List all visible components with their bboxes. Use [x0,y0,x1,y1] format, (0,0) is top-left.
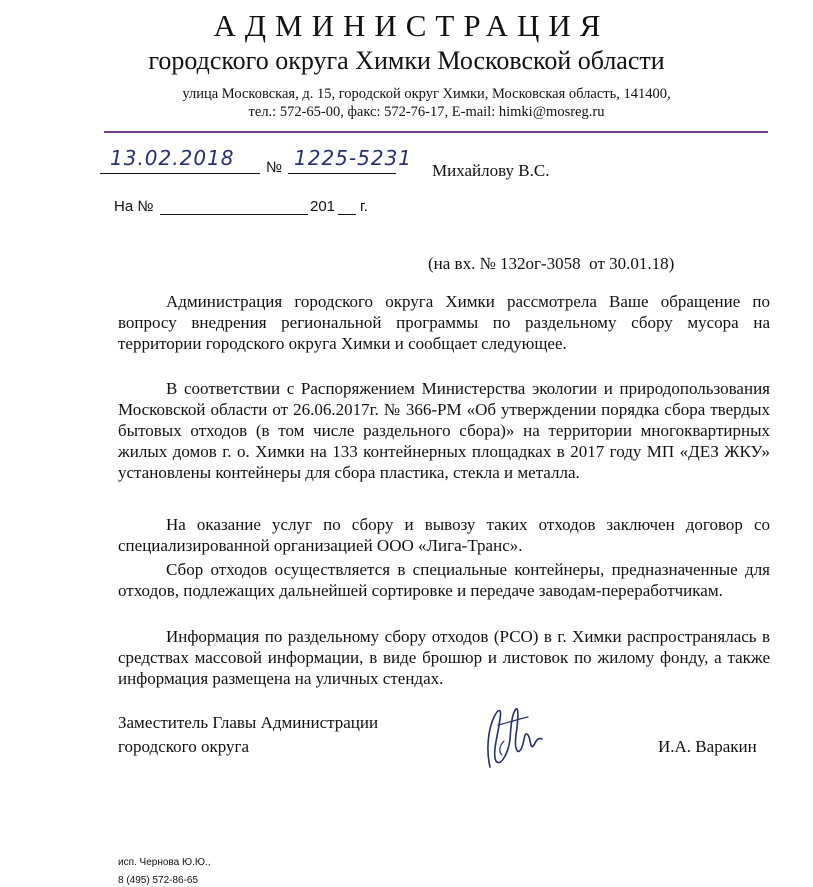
year-end: г. [360,198,368,215]
addressee: Михайлову В.С. [432,161,550,180]
outgoing-date: 13.02.2018 [110,146,235,170]
year-label: 201 [310,198,336,215]
paragraph: Администрация городского округа Химки рассмотрела Ваше обращение по вопросу внедрения региональной программы по раздельному сбору мусора на территории городского округа Химки и сообщает следующее. [118,292,770,353]
address-line: улица Московская, д. 15, городской округ Химки, Московская область, 141400, [182,86,671,102]
signer-position: Заместитель Главы Администрации [118,713,379,732]
incoming-reference: (на вх. № 132ог-3058 от 30.01.18) [428,254,675,273]
contacts-line: тел.: 572-65-00, факс: 572-76-17, E-mail: himki@mosreg.ru [248,104,605,120]
executor-phone: 8 (495) 572-86-65 [118,875,199,886]
header-divider [104,131,768,133]
year-underline [338,214,356,215]
paragraph: На оказание услуг по сбору и вывозу таких отходов заключен договор со специализированной организацией ООО «Лига-Транс». [118,515,770,555]
executor-name: исп. Чернова Ю.Ю., [118,857,211,868]
signer-name: И.А. Варакин [658,737,757,756]
na-underline [160,214,308,215]
signer-position: городского округа [118,737,250,756]
org-subtitle: городского округа Химки Московской области [148,46,665,75]
number-sign: № [266,159,283,176]
paragraph: Информация по раздельному сбору отходов (РСО) в г. Химки распространялась в средствах массовой информации, в виде брошюр и листовок по жилому фонду, а также информация размещена на уличных стендах. [118,627,770,688]
handwritten-signature [478,695,558,775]
outgoing-number: 1225-5231 [294,146,413,170]
date-underline [100,173,260,174]
number-underline [288,173,396,174]
org-title: АДМИНИСТРАЦИЯ [213,8,610,43]
paragraph: Сбор отходов осуществляется в специальные контейнеры, предназначенные для отходов, подлежащих дальнейшей сортировке и передаче заводам-переработчикам. [118,560,770,600]
paragraph: В соответствии с Распоряжением Министерства экологии и природопользования Московской области от 26.06.2017г. № 366-РМ «Об утверждении порядка сбора твердых бытовых отходов (в том числе раздельного сбора)» на территории многоквартирных жилых домов г. о. Химки на 133 контейнерных площадках в 2017 году МП «ДЕЗ ЖКУ» установлены контейнеры для сбора пластика, стекла и металла. [118,379,770,482]
na-label: На № [114,198,154,215]
